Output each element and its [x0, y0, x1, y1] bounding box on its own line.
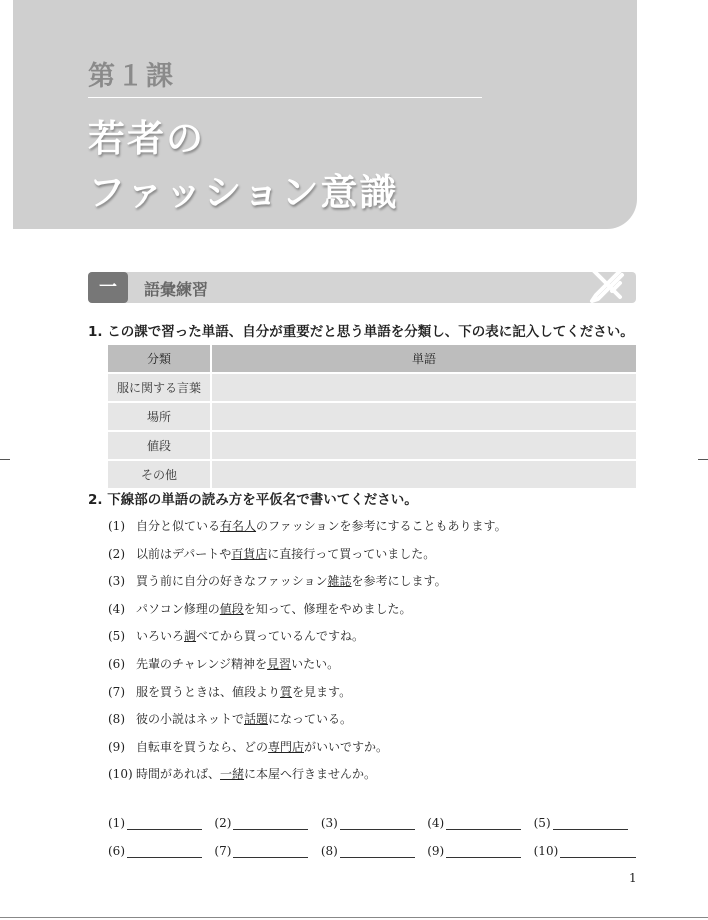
sentence-number: (3) — [108, 574, 125, 589]
answer-label: (5) — [533, 816, 551, 830]
sentence-text: べてから買っているんですね。 — [196, 629, 365, 644]
answer-label: (7) — [214, 844, 232, 858]
sentence-text: を見ます。 — [292, 684, 352, 699]
answer-blank[interactable] — [553, 815, 628, 830]
pencil-icon — [586, 265, 628, 305]
answer-item — [427, 802, 533, 830]
sentence-item — [108, 709, 648, 737]
table-row — [108, 460, 636, 488]
category-cell: その他 — [108, 460, 211, 488]
lesson-title-line-1: 若者の — [88, 117, 205, 160]
sentence-number: (5) — [108, 629, 125, 644]
words-input-cell[interactable] — [211, 431, 636, 460]
sentence-number: (1) — [108, 519, 125, 533]
answer-blank[interactable] — [233, 815, 308, 830]
underlined-word: 値段 — [219, 601, 244, 616]
sentence-number: (9) — [108, 739, 125, 754]
words-input-cell[interactable] — [211, 460, 636, 488]
underlined-word: 雑誌 — [327, 574, 352, 589]
table-header-row — [108, 345, 636, 373]
page-bottom-rule — [0, 917, 708, 918]
answer-item — [534, 830, 640, 858]
crop-mark-left — [0, 459, 10, 460]
sentence-text: 服を買うときは、値段より — [136, 684, 281, 699]
sentence-text: を参考にします。 — [351, 574, 447, 589]
lesson-number: 第１課 — [88, 61, 175, 92]
answer-blank[interactable] — [446, 843, 521, 858]
underlined-word: 見習 — [267, 656, 292, 671]
sentence-text: 自転車を買うなら、どの — [136, 739, 269, 754]
sentence-number: (2) — [108, 546, 125, 561]
answer-label: (6) — [108, 844, 125, 858]
sentence-text: を知って、修理をやめました。 — [243, 601, 412, 616]
underlined-word: 百貨店 — [231, 546, 268, 561]
answer-blank[interactable] — [340, 843, 415, 858]
answer-blank[interactable] — [340, 815, 415, 830]
crop-mark-right — [698, 459, 708, 460]
sentence-item — [108, 764, 648, 792]
table-row — [108, 431, 636, 460]
answer-item — [321, 830, 427, 858]
lesson-title — [88, 112, 399, 220]
section-badge: 一 — [88, 272, 128, 303]
sentence-list — [108, 516, 648, 792]
sentence-text: いろいろ — [136, 629, 185, 644]
words-input-cell[interactable] — [211, 373, 636, 402]
answer-label: (10) — [533, 844, 559, 858]
lesson-title-line-2: ファッション意識 — [88, 171, 399, 214]
sentence-number: (10) — [108, 767, 133, 782]
sentence-item — [108, 737, 648, 765]
answer-blank[interactable] — [127, 815, 202, 830]
words-input-cell[interactable] — [211, 402, 636, 431]
sentence-item — [108, 571, 648, 599]
question-1: 1. この課で習った単語、自分が重要だと思う単語を分類し、下の表に記入してください。 — [88, 324, 634, 340]
table-row — [108, 373, 636, 402]
table-row — [108, 402, 636, 431]
answer-label: (2) — [214, 816, 232, 830]
column-header-words: 単語 — [211, 345, 636, 373]
header-divider — [88, 97, 482, 98]
answer-item — [108, 802, 214, 830]
answer-label: (8) — [320, 844, 338, 858]
sentence-item — [108, 599, 648, 627]
vocab-table — [108, 345, 636, 488]
sentence-text: 以前はデパートや — [136, 546, 232, 561]
underlined-word: 話題 — [244, 712, 269, 727]
answer-blank[interactable] — [233, 843, 308, 858]
column-header-category: 分類 — [108, 345, 211, 373]
underlined-word: 有名人 — [220, 519, 257, 533]
category-cell: 服に関する言葉 — [108, 373, 211, 402]
underlined-word: 専門店 — [268, 739, 305, 754]
sentence-text: 先輩のチャレンジ精神を — [136, 656, 268, 671]
answer-blank[interactable] — [560, 843, 636, 858]
answer-item — [427, 830, 533, 858]
sentence-number: (8) — [108, 712, 125, 727]
answer-item — [534, 802, 640, 830]
answer-row — [108, 830, 640, 858]
sentence-text: がいいですか。 — [304, 739, 389, 754]
answer-blank[interactable] — [127, 843, 202, 858]
underlined-word: 質 — [280, 684, 293, 699]
answer-label: (4) — [427, 816, 445, 830]
sentence-item — [108, 544, 648, 572]
answer-blanks — [108, 802, 640, 858]
answer-item — [214, 802, 320, 830]
category-cell: 場所 — [108, 402, 211, 431]
sentence-text: 時間があれば、 — [136, 767, 221, 782]
underlined-word: 調 — [184, 629, 197, 644]
sentence-number: (4) — [108, 601, 125, 616]
sentence-text: に直接行って買っていました。 — [267, 546, 436, 561]
sentence-item — [108, 516, 648, 544]
answer-label: (3) — [320, 816, 338, 830]
sentence-item — [108, 682, 648, 710]
sentence-number: (6) — [108, 656, 125, 671]
answer-item — [108, 830, 214, 858]
sentence-text: 彼の小説はネットで — [136, 712, 245, 727]
answer-item — [214, 830, 320, 858]
sentence-text: のファッションを参考にすることもあります。 — [256, 519, 507, 533]
page-number: 1 — [629, 871, 637, 885]
sentence-text: 買う前に自分の好きなファッション — [136, 574, 328, 589]
section-title: 語彙練習 — [144, 280, 209, 299]
sentence-text: 自分と似ている — [136, 519, 221, 533]
underlined-word: 一緒 — [220, 767, 245, 782]
sentence-text: に本屋へ行きませんか。 — [244, 767, 377, 782]
answer-blank[interactable] — [446, 815, 521, 830]
sentence-text: いたい。 — [291, 656, 340, 671]
answer-label: (1) — [108, 816, 125, 830]
sentence-text: になっている。 — [268, 712, 353, 727]
sentence-item — [108, 626, 648, 654]
section-header — [88, 272, 636, 303]
sentence-item — [108, 654, 648, 682]
answer-row — [108, 802, 640, 830]
sentence-number: (7) — [108, 684, 125, 699]
answer-label: (9) — [427, 844, 445, 858]
sentence-text: パソコン修理の — [136, 601, 220, 616]
answer-item — [321, 802, 427, 830]
question-2: 2. 下線部の単語の読み方を平仮名で書いてください。 — [88, 492, 418, 508]
category-cell: 値段 — [108, 431, 211, 460]
